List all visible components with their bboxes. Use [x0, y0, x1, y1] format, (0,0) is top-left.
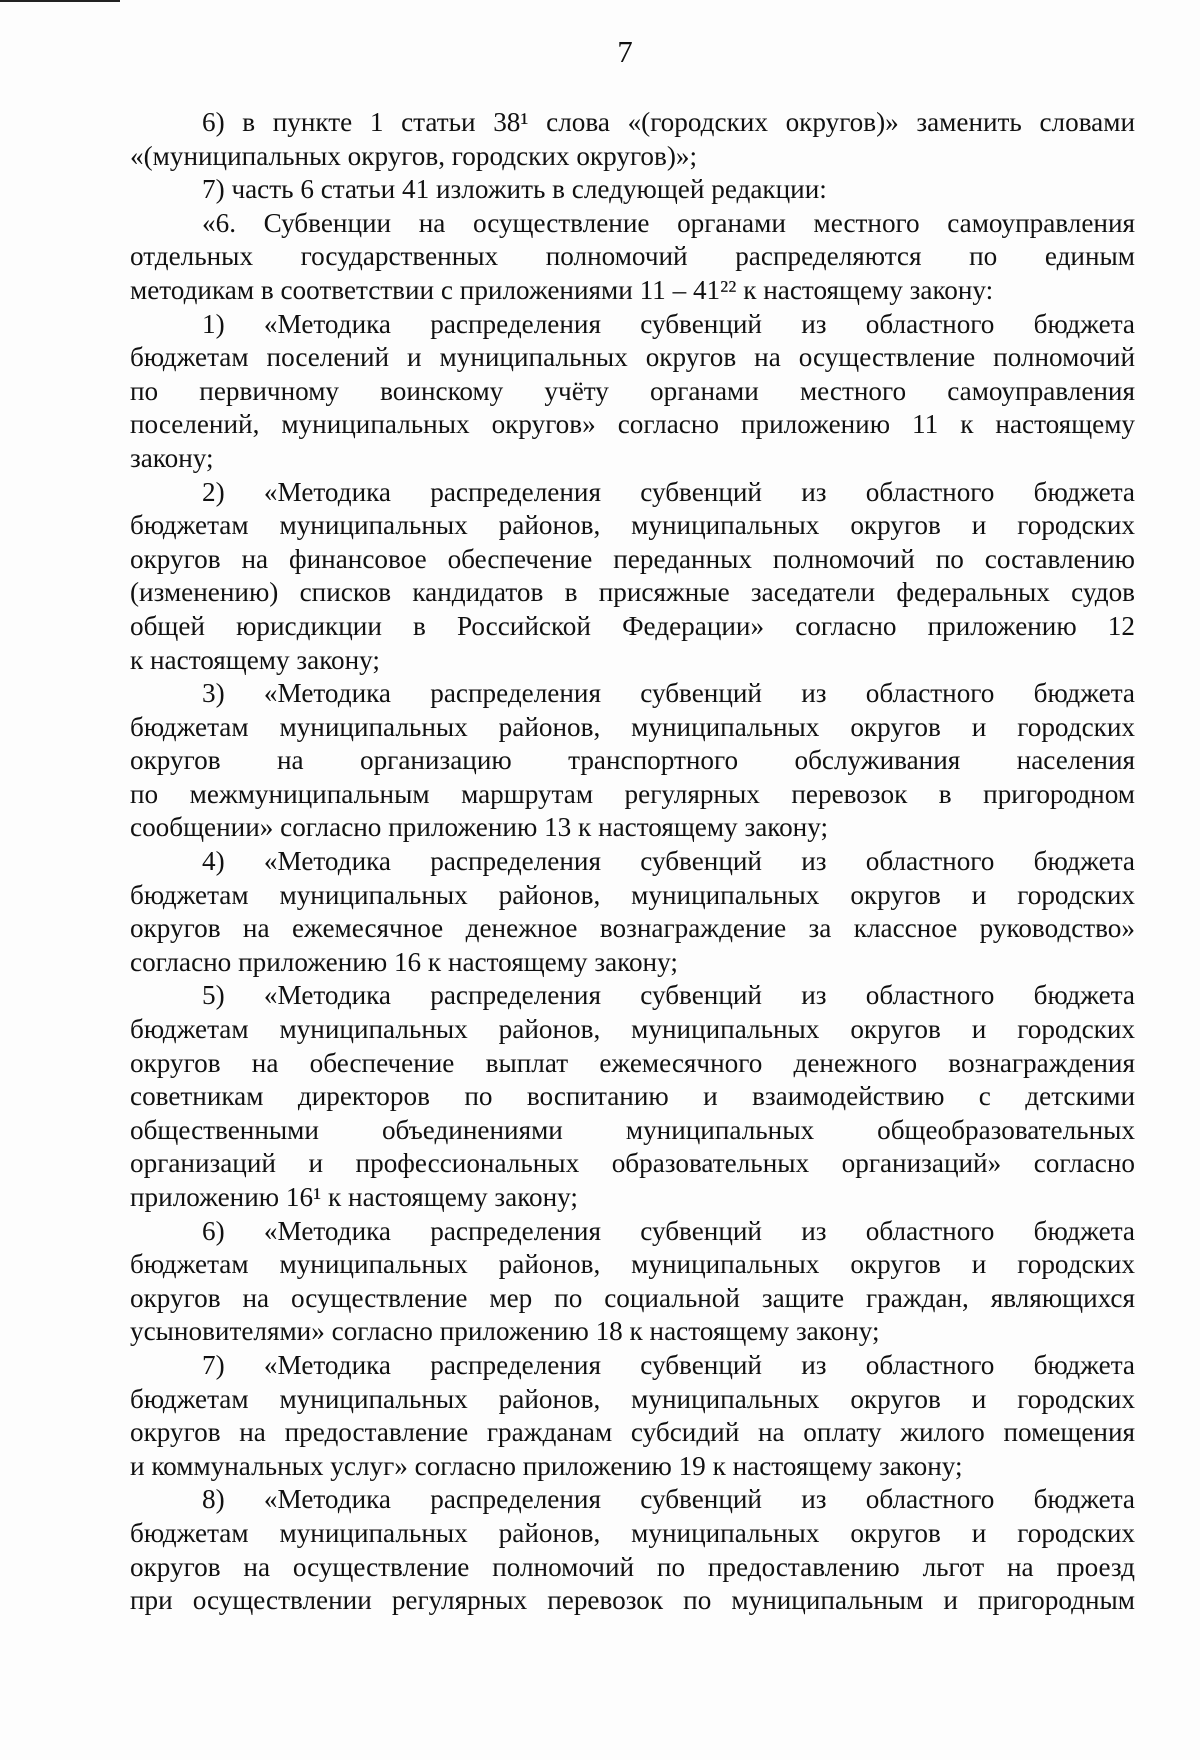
scan-edge-mark	[0, 0, 120, 2]
text-line: округов на осуществление мер по социальной защите граждан, являющихся	[130, 1282, 1135, 1313]
text-line: «(муниципальных округов, городских округов)»;	[130, 140, 698, 171]
text-line: по первичному воинскому учёту органами местного самоуправления	[130, 375, 1135, 406]
text-line: 7) «Методика распределения субвенций из областного бюджета	[202, 1349, 1135, 1380]
text-line: сообщении» согласно приложению 13 к настоящему закону;	[130, 812, 829, 843]
document-body	[130, 106, 1135, 1618]
text-line: советникам директоров по воспитанию и взаимодействию с детскими	[130, 1081, 1135, 1112]
text-line: 1) «Методика распределения субвенций из областного бюджета	[202, 308, 1135, 339]
text-line: согласно приложению 16 к настоящему закону;	[130, 946, 678, 977]
text-line: по межмуниципальным маршрутам регулярных перевозок в пригородном	[130, 778, 1135, 809]
text-line: 2) «Методика распределения субвенций из областного бюджета	[202, 476, 1135, 507]
text-line: методикам в соответствии с приложениями 11 – 41²² к настоящему закону:	[130, 274, 994, 305]
text-line: отдельных государственных полномочий распределяются по единым	[130, 241, 1135, 272]
text-line: округов на финансовое обеспечение переданных полномочий по составлению	[130, 543, 1135, 574]
text-line: 3) «Методика распределения субвенций из областного бюджета	[202, 678, 1135, 709]
text-line: бюджетам муниципальных районов, муниципальных округов и городских	[130, 1014, 1135, 1045]
text-line: бюджетам муниципальных районов, муниципальных округов и городских	[130, 1517, 1135, 1548]
text-line: «6. Субвенции на осуществление органами местного самоуправления	[202, 207, 1135, 238]
text-line: бюджетам поселений и муниципальных округов на осуществление полномочий	[130, 342, 1135, 373]
text-line: бюджетам муниципальных районов, муниципальных округов и городских	[130, 510, 1135, 541]
text-line: 7) часть 6 статьи 41 изложить в следующей редакции:	[202, 174, 827, 205]
text-line: округов на обеспечение выплат ежемесячного денежного вознаграждения	[130, 1047, 1135, 1078]
page-number: 7	[617, 34, 633, 69]
text-line: общей юрисдикции в Российской Федерации» согласно приложению 12	[130, 610, 1135, 641]
text-line: 6) в пункте 1 статьи 38¹ слова «(городских округов)» заменить словами	[202, 107, 1135, 137]
text-line: закону;	[130, 442, 214, 473]
text-line: 5) «Методика распределения субвенций из областного бюджета	[202, 980, 1135, 1011]
text-line: 8) «Методика распределения субвенций из областного бюджета	[202, 1484, 1135, 1515]
text-line: приложению 16¹ к настоящему закону;	[130, 1182, 578, 1212]
text-line: и коммунальных услуг» согласно приложению 19 к настоящему закону;	[130, 1450, 963, 1481]
text-line: к настоящему закону;	[130, 644, 380, 675]
text-line: 4) «Методика распределения субвенций из областного бюджета	[202, 846, 1135, 877]
text-line: бюджетам муниципальных районов, муниципальных округов и городских	[130, 711, 1135, 742]
text-line: усыновителями» согласно приложению 18 к настоящему закону;	[130, 1316, 880, 1347]
text-line: при осуществлении регулярных перевозок по муниципальным и пригородным	[130, 1585, 1135, 1616]
text-line: округов на осуществление полномочий по предоставлению льгот на проезд	[130, 1551, 1135, 1582]
text-line: бюджетам муниципальных районов, муниципальных округов и городских	[130, 1249, 1135, 1280]
text-line: (изменению) списков кандидатов в присяжные заседатели федеральных судов	[130, 577, 1135, 608]
text-line: поселений, муниципальных округов» согласно приложению 11 к настоящему	[130, 409, 1135, 440]
text-line: 6) «Методика распределения субвенций из областного бюджета	[202, 1215, 1135, 1246]
text-line: округов на ежемесячное денежное вознаграждение за классное руководство»	[130, 913, 1135, 944]
text-line: округов на предоставление гражданам субсидий на оплату жилого помещения	[130, 1417, 1135, 1448]
text-line: округов на организацию транспортного обслуживания населения	[130, 745, 1135, 776]
text-line: бюджетам муниципальных районов, муниципальных округов и городских	[130, 1383, 1135, 1414]
text-line: общественными объединениями муниципальных общеобразовательных	[130, 1114, 1135, 1145]
text-line: организаций и профессиональных образовательных организаций» согласно	[130, 1148, 1135, 1179]
text-line: бюджетам муниципальных районов, муниципальных округов и городских	[130, 879, 1135, 910]
